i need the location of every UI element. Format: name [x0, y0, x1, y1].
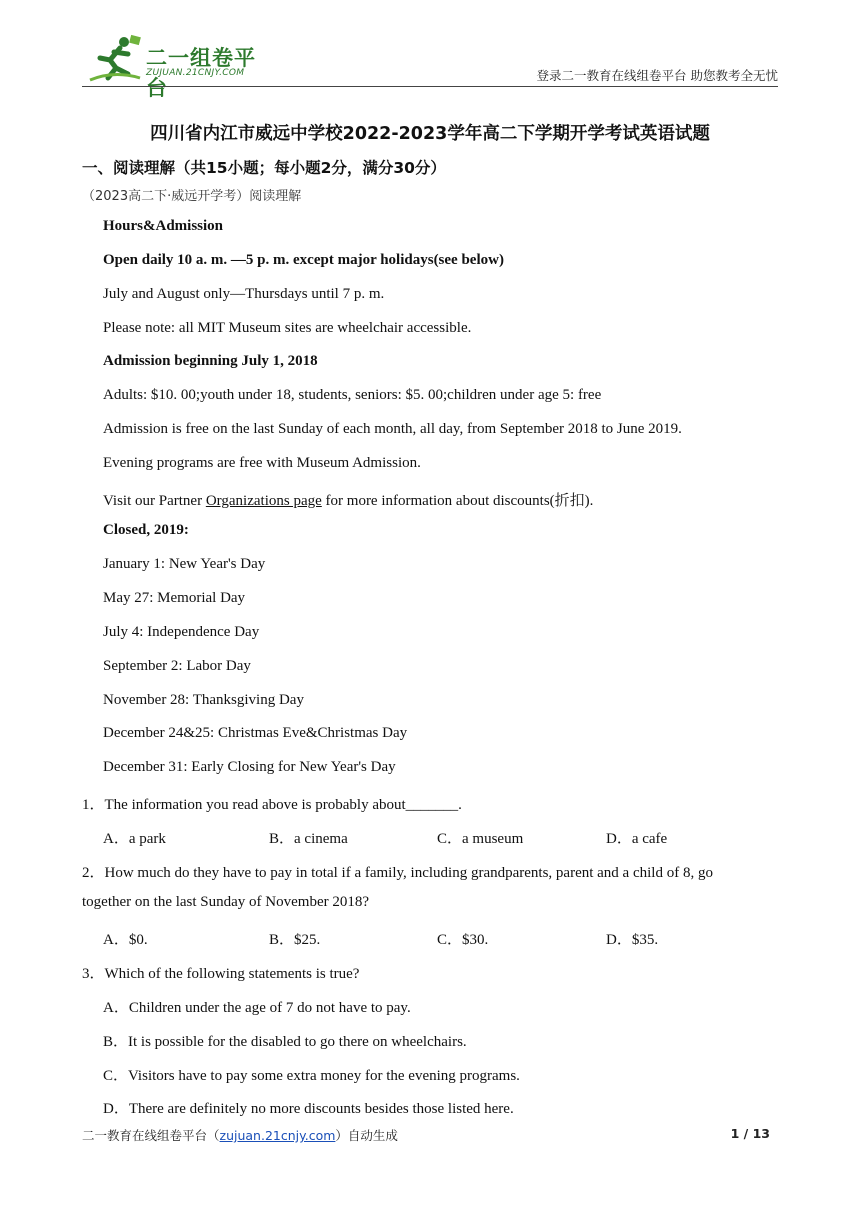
document-title: 四川省内江市威远中学校2022-2023学年高二下学期开学考试英语试题 — [150, 124, 710, 144]
question-2-option-c: C．$30. — [437, 932, 489, 948]
passage-text: for more information about discounts(折扣). — [321, 493, 594, 509]
passage-line: Adults: $10. 00;youth under 18, students, seniors: $5. 00;children under age 5: free — [103, 387, 602, 403]
passage-hours: Open daily 10 a. m. —5 p. m. except major holidays(see below) — [103, 252, 504, 268]
question-1-option-d: D．a cafe — [606, 831, 668, 847]
header-slogan: 登录二一教育在线组卷平台 助您教考全无忧 — [536, 68, 778, 83]
holiday-item: November 28: Thanksgiving Day — [103, 692, 304, 708]
page-number: 1 / 13 — [730, 1126, 770, 1141]
source-line: （2023高二下·威远开学考）阅读理解 — [82, 189, 302, 204]
holiday-item: January 1: New Year's Day — [103, 556, 266, 572]
passage-text: Visit our Partner — [103, 493, 206, 509]
platform-logo — [86, 34, 276, 100]
passage-line: July and August only—Thursdays until 7 p. m. — [103, 286, 385, 302]
organizations-page-link[interactable]: Organizations page — [205, 493, 322, 509]
question-3-stem: 3．Which of the following statements is true? — [82, 966, 360, 982]
passage-line: Admission is free on the last Sunday of each month, all day, from September 2018 to June 2019. — [103, 421, 682, 437]
footer-source — [82, 1126, 398, 1144]
question-1-option-a: A．a park — [103, 831, 166, 847]
holiday-item: May 27: Memorial Day — [103, 590, 246, 606]
question-2-option-a: A．$0. — [103, 932, 148, 948]
question-3-option-a: A．Children under the age of 7 do not have to pay. — [103, 1000, 411, 1016]
question-2-stem: 2．How much do they have to pay in total if a family, including grandparents, parent and a child of 8, go — [82, 865, 713, 881]
passage-line: Evening programs are free with Museum Admission. — [103, 455, 421, 471]
runner-logo-icon — [86, 34, 142, 84]
question-1-option-b: B．a cinema — [269, 831, 348, 847]
question-3-option-b: B．It is possible for the disabled to go there on wheelchairs. — [103, 1034, 467, 1050]
question-3-option-c: C．Visitors have to pay some extra money for the evening programs. — [103, 1068, 520, 1084]
question-3-option-d: D．There are definitely no more discounts besides those listed here. — [103, 1101, 514, 1117]
passage-line: Please note: all MIT Museum sites are wheelchair accessible. — [103, 320, 472, 336]
question-1-option-c: C．a museum — [437, 831, 524, 847]
passage-closed-heading: Closed, 2019: — [103, 522, 189, 538]
passage-line — [103, 489, 593, 510]
logo-text: 二一组卷平台 — [146, 46, 256, 100]
question-2-option-b: B．$25. — [269, 932, 321, 948]
holiday-item: December 24&25: Christmas Eve&Christmas Day — [103, 725, 408, 741]
logo-subtext: ZUJUAN.21CNJY.COM — [146, 68, 245, 78]
holiday-item: July 4: Independence Day — [103, 624, 260, 640]
passage-admission-heading: Admission beginning July 1, 2018 — [103, 353, 318, 369]
header-divider — [82, 86, 778, 87]
holiday-item: December 31: Early Closing for New Year's Day — [103, 759, 396, 775]
question-2-option-d: D．$35. — [606, 932, 659, 948]
holiday-item: September 2: Labor Day — [103, 658, 251, 674]
footer-text: ）自动生成 — [335, 1128, 398, 1143]
passage-heading: Hours&Admission — [103, 218, 224, 234]
section-heading: 一、阅读理解（共15小题；每小题2分，满分30分） — [82, 159, 446, 177]
question-2-stem-cont: together on the last Sunday of November 2018? — [82, 894, 370, 910]
question-1-stem: 1．The information you read above is probably about_______. — [82, 797, 462, 813]
footer-text: 二一教育在线组卷平台（ — [82, 1128, 220, 1143]
footer-site-link[interactable]: zujuan.21cnjy.com — [219, 1128, 336, 1143]
